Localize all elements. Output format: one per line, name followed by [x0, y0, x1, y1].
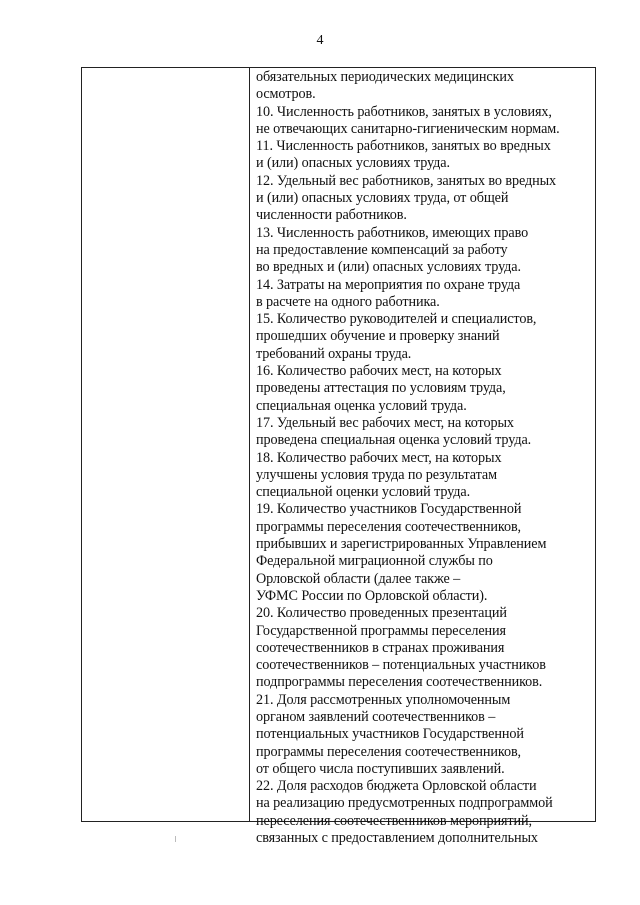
indicator-text-line: 17. Удельный вес рабочих мест, на которых [256, 414, 514, 431]
indicator-text-line: программы переселения соотечественников, [256, 518, 521, 535]
indicator-text-line: специальная оценка условий труда. [256, 397, 467, 414]
indicator-text-line: осмотров. [256, 86, 316, 103]
indicator-text-line: соотечественников в странах проживания [256, 639, 505, 656]
indicator-text-line: прошедших обучение и проверку знаний [256, 328, 500, 345]
indicator-text-line: 10. Численность работников, занятых в условиях, [256, 103, 552, 120]
indicator-text-line: соотечественников – потенциальных участников [256, 657, 546, 674]
indicator-text-line: на предоставление компенсаций за работу [256, 241, 508, 258]
column-divider [249, 68, 250, 821]
indicator-text-line: и (или) опасных условиях труда, от общей [256, 190, 509, 207]
indicator-text-line: Федеральной миграционной службы по [256, 553, 493, 570]
indicators-table [81, 67, 596, 847]
indicator-text-line: и (или) опасных условиях труда. [256, 155, 450, 172]
indicator-text-line: 20. Количество проведенных презентаций [256, 605, 507, 622]
indicator-text-line: 19. Количество участников Государственной [256, 501, 522, 518]
indicator-text-line: 16. Количество рабочих мест, на которых [256, 363, 502, 380]
indicator-text-line: проведена специальная оценка условий труда. [256, 432, 532, 449]
indicator-text-line: подпрограммы переселения соотечественников. [256, 674, 543, 691]
page-number: 4 [316, 33, 324, 48]
indicator-text-line: 12. Удельный вес работников, занятых во вредных [256, 172, 557, 189]
indicator-text-line: требований охраны труда. [256, 345, 412, 362]
indicator-text-line: 18. Количество рабочих мест, на которых [256, 449, 502, 466]
indicator-text-line: специальной оценки условий труда. [256, 484, 471, 501]
indicator-text-line: не отвечающих санитарно-гигиеническим нормам. [256, 120, 560, 137]
indicator-text-line: от общего числа поступивших заявлений. [256, 760, 505, 777]
indicator-list-cell [256, 69, 592, 847]
left-column-cell [82, 68, 249, 821]
indicator-text-line: Государственной программы переселения [256, 622, 506, 639]
indicator-text-line: во вредных и (или) опасных условиях труда. [256, 259, 521, 276]
indicator-text-line: проведены аттестация по условиям труда, [256, 380, 506, 397]
indicator-text-line: 14. Затраты на мероприятия по охране труда [256, 276, 521, 293]
indicator-text-line: программы переселения соотечественников, [256, 743, 521, 760]
indicator-text-line: Орловской области (далее также – [256, 570, 461, 587]
indicator-text-line: 21. Доля рассмотренных уполномоченным [256, 691, 511, 708]
indicator-text-line: в расчете на одного работника. [256, 293, 440, 310]
indicator-text-line: 13. Численность работников, имеющих право [256, 224, 529, 241]
indicator-text-line: 11. Численность работников, занятых во вредных [256, 138, 551, 155]
indicator-text-line: на реализацию предусмотренных подпрограммой [256, 795, 553, 812]
scan-mark [175, 836, 176, 842]
indicator-text-line: 22. Доля расходов бюджета Орловской области [256, 778, 537, 795]
indicator-text-line: потенциальных участников Государственной [256, 726, 524, 743]
indicator-text-line: обязательных периодических медицинских [256, 69, 514, 85]
indicator-text-line: органом заявлений соотечественников – [256, 708, 496, 725]
indicator-text-line: связанных с предоставлением дополнительных [256, 830, 538, 847]
indicator-text-line: переселения соотечественников мероприятий, [256, 812, 532, 829]
indicator-text-line: численности работников. [256, 207, 407, 224]
indicator-text-line: 15. Количество руководителей и специалистов, [256, 311, 537, 328]
indicator-text-line: УФМС России по Орловской области). [256, 587, 488, 604]
indicator-text-line: прибывших и зарегистрированных Управлением [256, 536, 547, 553]
indicator-text-line: улучшены условия труда по результатам [256, 466, 497, 483]
